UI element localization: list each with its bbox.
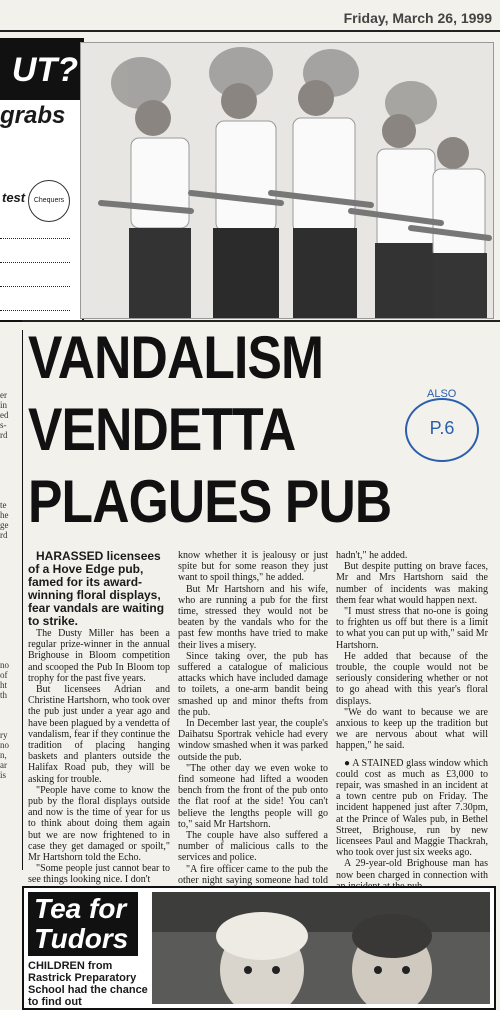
fragment-line: s- bbox=[0, 420, 7, 430]
fragment-line: er bbox=[0, 390, 7, 400]
form-line bbox=[0, 238, 70, 239]
fragment-line: te bbox=[0, 500, 7, 510]
article-paragraph: hadn't," he added. bbox=[336, 550, 408, 561]
form-line bbox=[0, 262, 70, 263]
form-line bbox=[0, 286, 70, 287]
tea-for-tudors-story bbox=[22, 886, 496, 1010]
headline-line-3: PLAGUES PUB bbox=[28, 468, 392, 535]
fragment-line: ry bbox=[0, 730, 8, 740]
article-brief: ● A STAINED glass window which could cost as much as £3,000 to repair, was smashed in an incident at a town centre pub on Friday. The incident happened just after 7.30pm, at the Prince of Wales pub, in Bethel Street, Brighouse, run by new licensees Paul and Maggie Thackrah, who took over just six weeks ago. bbox=[336, 757, 488, 859]
children-photo-illustration bbox=[152, 892, 490, 1004]
article-paragraph: "We do want to because we are anxious to keep up the tradition but we are nervous about what will happen," he said. bbox=[336, 706, 488, 752]
fragment-line: no bbox=[0, 660, 9, 670]
strip-label: test bbox=[2, 190, 26, 205]
article-paragraph: He added that because of the trouble, the couple would not be seriously considering whether or not to go ahead with this year's floral displays. bbox=[336, 650, 488, 707]
story-title bbox=[28, 892, 138, 956]
fragment-line: ht bbox=[0, 680, 8, 690]
stamp-number: P.6 bbox=[429, 418, 455, 438]
article-paragraph: But licensees Adrian and Christine Hartshorn, who took over the pub just under a year ago and have been plagued by a vendetta of vandalism, fear if they continue the tradition of placing hanging baskets and planters outside the Halifax Road pub, they will be asking for trouble. bbox=[28, 684, 170, 785]
strip-badge-logo: Chequers bbox=[28, 180, 70, 222]
photo-illustration bbox=[81, 43, 493, 318]
article-column-1 bbox=[28, 550, 170, 886]
article-lede: HARASSED licensees of a Hove Edge pub, famed for its award-winning floral displays, fear vandals are waiting to strike. bbox=[28, 549, 165, 628]
headline-line-2: VENDETTA bbox=[28, 396, 296, 463]
fragment-line: no bbox=[0, 740, 9, 750]
article-paragraph: "A fire officer came to the pub the other night saying someone had told bbox=[178, 863, 328, 886]
fragment-line: th bbox=[0, 690, 8, 700]
stamp-also: ALSO bbox=[427, 388, 457, 400]
story-title-line-2: Tudors bbox=[34, 923, 129, 954]
fragment-line: ed bbox=[0, 410, 9, 420]
headline-line-1: VANDALISM bbox=[28, 324, 324, 391]
strip-headline: UT? bbox=[0, 40, 82, 100]
fragment-line: rd bbox=[0, 430, 8, 440]
article-column-2 bbox=[178, 550, 328, 909]
article-paragraph: The Dusty Miller has been a regular prize-winner in the annual Brighouse in Bloom competition and scooped the Pub In Bloom top trophy for the past five years. bbox=[28, 628, 170, 684]
page-date: Friday, March 26, 1999 bbox=[343, 10, 492, 26]
fragment-line: of bbox=[0, 670, 8, 680]
form-line bbox=[0, 310, 70, 311]
header-rule bbox=[0, 30, 500, 32]
article-paragraph: A 29-year-old Brighouse man has now been charged in connection with bbox=[336, 858, 488, 881]
adjacent-column-fragment bbox=[0, 330, 23, 870]
fragment-line: n, bbox=[0, 750, 7, 760]
article-paragraph: "Some people just cannot bear to see things looking nice. I don't bbox=[28, 863, 170, 886]
article-paragraph: But Mr Hartshorn and his wife, who are running a pub for the first time, stressed they would not be beaten by the vandals who for the past few months have tried to make their lives a misery. bbox=[178, 583, 328, 651]
article-paragraph: "People have come to know the pub by the floral displays outside and now is the time of year for us to think about doing them again but we are now frightened to in case they get damaged or spoilt," Mr Hartshorn told the Echo. bbox=[28, 784, 170, 864]
fragment-line: rd bbox=[0, 530, 8, 540]
article-paragraph: The couple have also suffered a number of malicious calls to the services and police. bbox=[178, 830, 328, 864]
dancers-photo bbox=[80, 42, 494, 319]
left-strip-article bbox=[0, 38, 84, 322]
children-photo bbox=[152, 892, 490, 1004]
article-paragraph: "The other day we even woke to find someone had lifted a wooden bench from the front of the pub onto the flat roof at the side! You can't believe the lengths people will go to," said Mr Hartshorn. bbox=[178, 762, 328, 830]
article-column-3 bbox=[336, 550, 488, 892]
story-title-line-1: Tea for bbox=[34, 893, 127, 924]
article-paragraph: know whether it is jealousy or just spite but for some reason they just want to spoil things," he added. bbox=[178, 550, 328, 584]
article-paragraph: In December last year, the couple's Daihatsu Sportrak vehicle had every window smashed when it was parked outside the pub. bbox=[178, 718, 328, 763]
handwritten-stamp bbox=[405, 388, 479, 462]
page-headline bbox=[28, 322, 432, 538]
strip-subhead: grabs bbox=[0, 102, 66, 129]
fragment-line: he bbox=[0, 510, 9, 520]
fragment-line: ge bbox=[0, 520, 9, 530]
story-text: CHILDREN from Rastrick Preparatory School had the chance to find out bbox=[28, 960, 148, 1008]
article-paragraph: But despite putting on brave faces, Mr and Mrs Hartshorn said the number of incidents was making them fear what would happen next. bbox=[336, 561, 488, 606]
article-paragraph: Since taking over, the pub has suffered a catalogue of malicious attacks which have included damage to toilets, a one-arm bandit being smashed up and minor thefts from the pub. bbox=[178, 650, 328, 718]
fragment-line: in bbox=[0, 400, 8, 410]
article-paragraph: "I must stress that no-one is going to frighten us off but there is a limit to what you can put up with," said Mr Hartshorn. bbox=[336, 606, 488, 651]
fragment-line: ar bbox=[0, 760, 7, 770]
fragment-line: is bbox=[0, 770, 7, 780]
